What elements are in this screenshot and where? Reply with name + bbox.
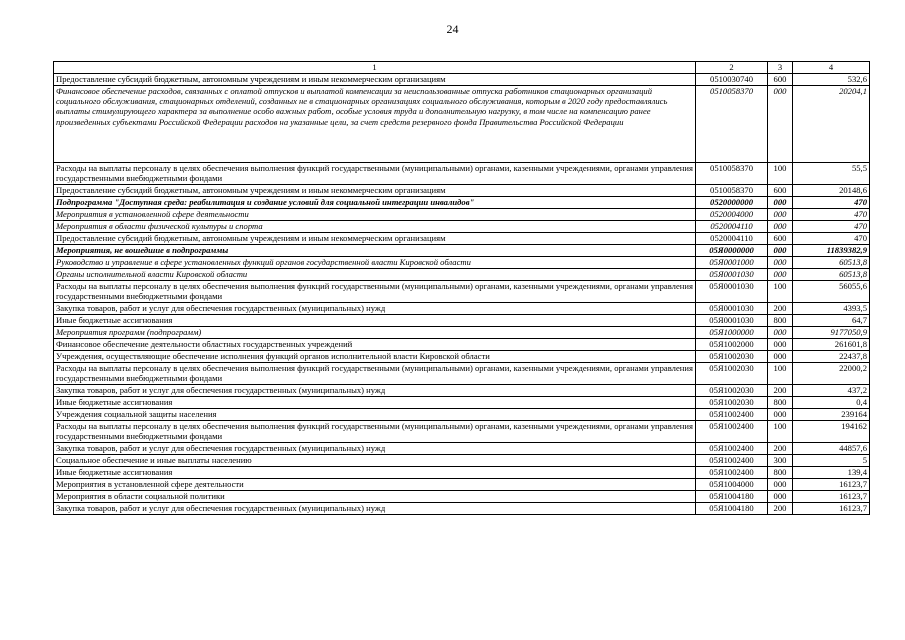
row-name-cell: Подпрограмма "Доступная среда: реабилитация и создание условий для социальной интеграции инвалидов": [54, 197, 696, 209]
table-body: [54, 74, 870, 515]
row-amount-cell: 16123,7: [793, 491, 870, 503]
row-code-cell: 05Я0001030: [696, 303, 768, 315]
row-amount-cell: 239164: [793, 409, 870, 421]
row-amount-cell: 22000,2: [793, 363, 870, 385]
row-code-cell: 0510058370: [696, 185, 768, 197]
row-type-cell: 000: [768, 86, 793, 163]
row-code-cell: 05Я0001030: [696, 269, 768, 281]
row-amount-cell: 16123,7: [793, 503, 870, 515]
table-row: [54, 303, 870, 315]
row-name-cell: Расходы на выплаты персоналу в целях обеспечения выполнения функций государственными (муниципальными) органами, казенными учреждениями, органами управления государственными внебюджетными фондами: [54, 281, 696, 303]
row-type-cell: 200: [768, 443, 793, 455]
row-code-cell: 0510058370: [696, 86, 768, 163]
row-amount-cell: 470: [793, 221, 870, 233]
row-name-cell: Мероприятия программ (подпрограмм): [54, 327, 696, 339]
row-amount-cell: 4393,5: [793, 303, 870, 315]
row-name-cell: Руководство и управление в сфере установленных функций органов государственной власти Кировской области: [54, 257, 696, 269]
row-code-cell: 05Я1002030: [696, 385, 768, 397]
row-amount-cell: 11839382,9: [793, 245, 870, 257]
row-type-cell: 000: [768, 197, 793, 209]
table-row: [54, 209, 870, 221]
row-type-cell: 200: [768, 303, 793, 315]
row-type-cell: 000: [768, 351, 793, 363]
row-type-cell: 100: [768, 163, 793, 185]
row-amount-cell: 261601,8: [793, 339, 870, 351]
row-name-cell: Иные бюджетные ассигнования: [54, 467, 696, 479]
table-row: [54, 327, 870, 339]
row-amount-cell: 194162: [793, 421, 870, 443]
table-row: [54, 185, 870, 197]
table-row: [54, 233, 870, 245]
table-row: [54, 257, 870, 269]
row-amount-cell: 60513,8: [793, 269, 870, 281]
row-code-cell: 05Я1004180: [696, 491, 768, 503]
row-amount-cell: 470: [793, 233, 870, 245]
table-row: [54, 397, 870, 409]
row-name-cell: Закупка товаров, работ и услуг для обеспечения государственных (муниципальных) нужд: [54, 385, 696, 397]
row-type-cell: 000: [768, 209, 793, 221]
row-code-cell: 05Я1002030: [696, 363, 768, 385]
row-amount-cell: 470: [793, 197, 870, 209]
row-amount-cell: 56055,6: [793, 281, 870, 303]
table-header: [54, 62, 870, 74]
row-name-cell: Расходы на выплаты персоналу в целях обеспечения выполнения функций государственными (муниципальными) органами, казенными учреждениями, органами управления государственными внебюджетными фондами: [54, 163, 696, 185]
row-name-cell: Предоставление субсидий бюджетным, автономным учреждениям и иным некоммерческим организациям: [54, 185, 696, 197]
header-col-4: 4: [793, 62, 870, 74]
row-name-cell: Финансовое обеспечение расходов, связанных с оплатой отпусков и выплатой компенсации за неиспользованные отпуска работников стационарных организаций социального обслуживания, стационарных отделений, созданных не в стационарных организациях социального обслуживания, которым в 2020 году предоставлялись выплаты стимулирующего характера за выполнение особо важных работ, особые условия труда и дополнительную нагрузку, в том числе на компенсацию ранее произведенных субъектами Российской Федерации расходов на указанные цели, за счет средств резервного фонда Правительства Российской Федерации: [54, 86, 696, 163]
row-type-cell: 000: [768, 221, 793, 233]
row-name-cell: Учреждения, осуществляющие обеспечение исполнения функций органов исполнительной власти Кировской области: [54, 351, 696, 363]
row-amount-cell: 9177050,9: [793, 327, 870, 339]
row-name-cell: Расходы на выплаты персоналу в целях обеспечения выполнения функций государственными (муниципальными) органами, казенными учреждениями, органами управления государственными внебюджетными фондами: [54, 421, 696, 443]
table-row: [54, 479, 870, 491]
page-number: 24: [446, 22, 459, 36]
row-name-cell: Учреждения социальной защиты населения: [54, 409, 696, 421]
row-code-cell: 05Я0001030: [696, 315, 768, 327]
table-row: [54, 503, 870, 515]
row-type-cell: 000: [768, 269, 793, 281]
header-col-3: 3: [768, 62, 793, 74]
row-code-cell: 05Я0001000: [696, 257, 768, 269]
row-name-cell: Социальное обеспечение и иные выплаты населению: [54, 455, 696, 467]
row-name-cell: Предоставление субсидий бюджетным, автономным учреждениям и иным некоммерческим организациям: [54, 74, 696, 86]
row-code-cell: 0510058370: [696, 163, 768, 185]
row-code-cell: 05Я1002400: [696, 421, 768, 443]
row-code-cell: 05Я1002000: [696, 339, 768, 351]
row-amount-cell: 470: [793, 209, 870, 221]
row-type-cell: 200: [768, 503, 793, 515]
table-row: [54, 443, 870, 455]
header-col-1: 1: [54, 62, 696, 74]
table-row: [54, 221, 870, 233]
row-code-cell: 05Я0000000: [696, 245, 768, 257]
row-name-cell: Финансовое обеспечение деятельности областных государственных учреждений: [54, 339, 696, 351]
table-row: [54, 163, 870, 185]
table-row: [54, 467, 870, 479]
row-code-cell: 0520004110: [696, 221, 768, 233]
row-code-cell: 05Я1000000: [696, 327, 768, 339]
row-type-cell: 000: [768, 479, 793, 491]
row-amount-cell: 139,4: [793, 467, 870, 479]
row-amount-cell: 60513,8: [793, 257, 870, 269]
row-code-cell: 05Я1004180: [696, 503, 768, 515]
row-amount-cell: 532,6: [793, 74, 870, 86]
row-code-cell: 05Я1002400: [696, 409, 768, 421]
row-amount-cell: 44857,6: [793, 443, 870, 455]
table-row: [54, 409, 870, 421]
row-amount-cell: 16123,7: [793, 479, 870, 491]
table-row: [54, 339, 870, 351]
row-code-cell: 0520004110: [696, 233, 768, 245]
row-type-cell: 100: [768, 281, 793, 303]
row-type-cell: 600: [768, 185, 793, 197]
row-amount-cell: 5: [793, 455, 870, 467]
row-name-cell: Органы исполнительной власти Кировской области: [54, 269, 696, 281]
table-row: [54, 86, 870, 163]
table-row: [54, 385, 870, 397]
row-type-cell: 000: [768, 245, 793, 257]
table-row: [54, 455, 870, 467]
row-name-cell: Предоставление субсидий бюджетным, автономным учреждениям и иным некоммерческим организациям: [54, 233, 696, 245]
header-col-2: 2: [696, 62, 768, 74]
row-type-cell: 200: [768, 385, 793, 397]
row-code-cell: 0510030740: [696, 74, 768, 86]
row-type-cell: 600: [768, 74, 793, 86]
row-code-cell: 05Я1002030: [696, 397, 768, 409]
table-row: [54, 363, 870, 385]
row-type-cell: 800: [768, 397, 793, 409]
row-type-cell: 600: [768, 233, 793, 245]
row-amount-cell: 22437,8: [793, 351, 870, 363]
row-code-cell: 05Я1002400: [696, 443, 768, 455]
row-type-cell: 800: [768, 467, 793, 479]
row-type-cell: 000: [768, 257, 793, 269]
row-type-cell: 100: [768, 363, 793, 385]
table-row: [54, 281, 870, 303]
table-row: [54, 315, 870, 327]
row-type-cell: 000: [768, 327, 793, 339]
budget-table: [53, 61, 870, 515]
table-row: [54, 491, 870, 503]
table-row: [54, 197, 870, 209]
row-amount-cell: 0,4: [793, 397, 870, 409]
row-name-cell: Иные бюджетные ассигнования: [54, 397, 696, 409]
row-code-cell: 0520000000: [696, 197, 768, 209]
table-row: [54, 351, 870, 363]
row-amount-cell: 64,7: [793, 315, 870, 327]
table-row: [54, 74, 870, 86]
row-type-cell: 800: [768, 315, 793, 327]
row-name-cell: Закупка товаров, работ и услуг для обеспечения государственных (муниципальных) нужд: [54, 443, 696, 455]
row-type-cell: 000: [768, 491, 793, 503]
row-amount-cell: 20204,1: [793, 86, 870, 163]
row-code-cell: 05Я1004000: [696, 479, 768, 491]
table-row: [54, 269, 870, 281]
table-row: [54, 421, 870, 443]
row-type-cell: 000: [768, 409, 793, 421]
row-code-cell: 0520004000: [696, 209, 768, 221]
row-name-cell: Мероприятия в области физической культуры и спорта: [54, 221, 696, 233]
row-name-cell: Мероприятия, не вошедшие в подпрограммы: [54, 245, 696, 257]
row-name-cell: Мероприятия в установленной сфере деятельности: [54, 479, 696, 491]
row-code-cell: 05Я1002400: [696, 467, 768, 479]
row-amount-cell: 20148,6: [793, 185, 870, 197]
row-amount-cell: 437,2: [793, 385, 870, 397]
row-name-cell: Закупка товаров, работ и услуг для обеспечения государственных (муниципальных) нужд: [54, 503, 696, 515]
row-name-cell: Мероприятия в области социальной политики: [54, 491, 696, 503]
row-name-cell: Закупка товаров, работ и услуг для обеспечения государственных (муниципальных) нужд: [54, 303, 696, 315]
row-name-cell: Мероприятия в установленной сфере деятельности: [54, 209, 696, 221]
row-code-cell: 05Я0001030: [696, 281, 768, 303]
row-type-cell: 300: [768, 455, 793, 467]
row-code-cell: 05Я1002030: [696, 351, 768, 363]
row-name-cell: Расходы на выплаты персоналу в целях обеспечения выполнения функций государственными (муниципальными) органами, казенными учреждениями, органами управления государственными внебюджетными фондами: [54, 363, 696, 385]
row-code-cell: 05Я1002400: [696, 455, 768, 467]
table-row: [54, 245, 870, 257]
row-type-cell: 100: [768, 421, 793, 443]
row-amount-cell: 55,5: [793, 163, 870, 185]
row-type-cell: 000: [768, 339, 793, 351]
row-name-cell: Иные бюджетные ассигнования: [54, 315, 696, 327]
